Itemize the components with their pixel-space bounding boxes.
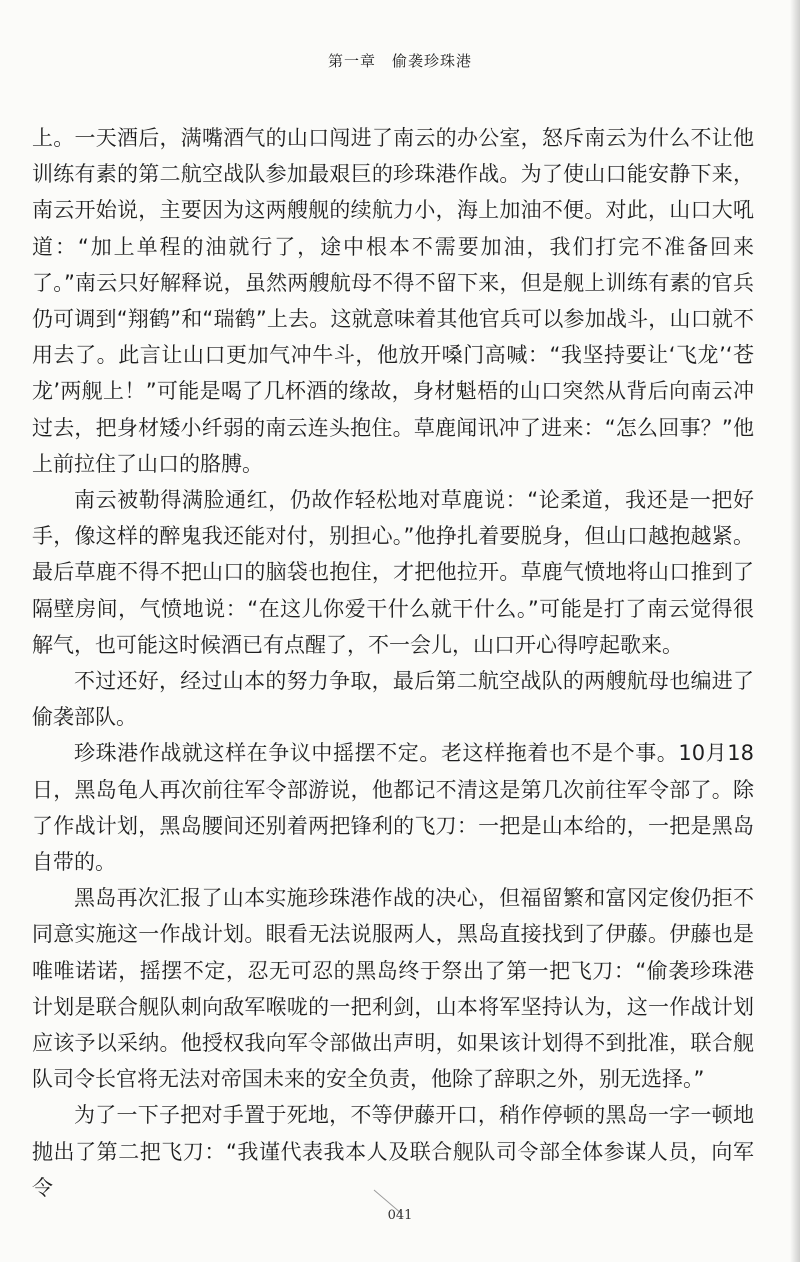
binding-shadow — [790, 0, 800, 1262]
paragraph: 不过还好，经过山本的努力争取，最后第二航空战队的两艘航母也编进了偷袭部队。 — [32, 669, 754, 730]
paragraph: 黑岛再次汇报了山本实施珍珠港作战的决心，但福留繁和富冈定俊仍拒不同意实施这一作战计划。眼看无法说服两人，黑岛直接找到了伊藤。伊藤也是唯唯诺诺，摇摆不定，忍无可忍的黑岛终于祭出了第一把飞刀：“偷袭珍珠港计划是联合舰队刺向敌军喉咙的一把利剑，山本将军坚持认为，这一作战计划应该予以采纳。他授权我向军令部做出声明，如果该计划得不到批准，联合舰队司令长官将无法对帝国未来的安全负责，他除了辞职之外，别无选择。” — [32, 886, 754, 1092]
paragraph: 南云被勒得满脸通红，仍故作轻松地对草鹿说：“论柔道，我还是一把好手，像这样的醉鬼我还能对付，别担心。”他挣扎着要脱身，但山口越抱越紧。最后草鹿不得不把山口的脑袋也抱住，才把他拉开。草鹿气愤地将山口推到了隔壁房间，气愤地说：“在这儿你爱干什么就干什么。”可能是打了南云觉得很解气，也可能这时候酒已有点醒了，不一会儿，山口开心得哼起歌来。 — [32, 488, 754, 657]
running-header: 第一章 偷袭珍珠港 — [327, 52, 472, 70]
paragraph: 珍珠港作战就这样在争议中摇摆不定。老这样拖着也不是个事。10月18日，黑岛龟人再次前往军令部游说，他都记不清这是第几次前往军令部了。除了作战计划，黑岛腰间还别着两把锋利的飞刀：一把是山本给的，一把是黑岛自带的。 — [32, 741, 754, 875]
paragraph: 为了一下子把对手置于死地，不等伊藤开口，稍作停顿的黑岛一字一顿地抛出了第二把飞刀：“我谨代表我本人及联合舰队司令部全体参谋人员，向军令 — [32, 1103, 754, 1200]
body-text — [32, 120, 754, 1206]
paragraph: 上。一天酒后，满嘴酒气的山口闯进了南云的办公室，怒斥南云为什么不让他训练有素的第二航空战队参加最艰巨的珍珠港作战。为了使山口能安静下来，南云开始说，主要因为这两艘舰的续航力小，海上加油不便。对此，山口大吼道：“加上单程的油就行了，途中根本不需要加油，我们打完不准备回来了。”南云只好解释说，虽然两艘航母不得不留下来，但是舰上训练有素的官兵仍可调到“翔鹤”和“瑞鹤”上去。这就意味着其他官兵可以参加战斗，山口就不用去了。此言让山口更加气冲牛斗，他放开嗓门高喊：“我坚持要让‘飞龙’‘苍龙’两舰上！”可能是喝了几杯酒的缘故，身材魁梧的山口突然从背后向南云冲过去，把身材矮小纤弱的南云连头抱住。草鹿闻讯冲了进来：“怎么回事？”他上前拉住了山口的胳膊。 — [32, 126, 754, 476]
page-number: 041 — [387, 1208, 413, 1223]
